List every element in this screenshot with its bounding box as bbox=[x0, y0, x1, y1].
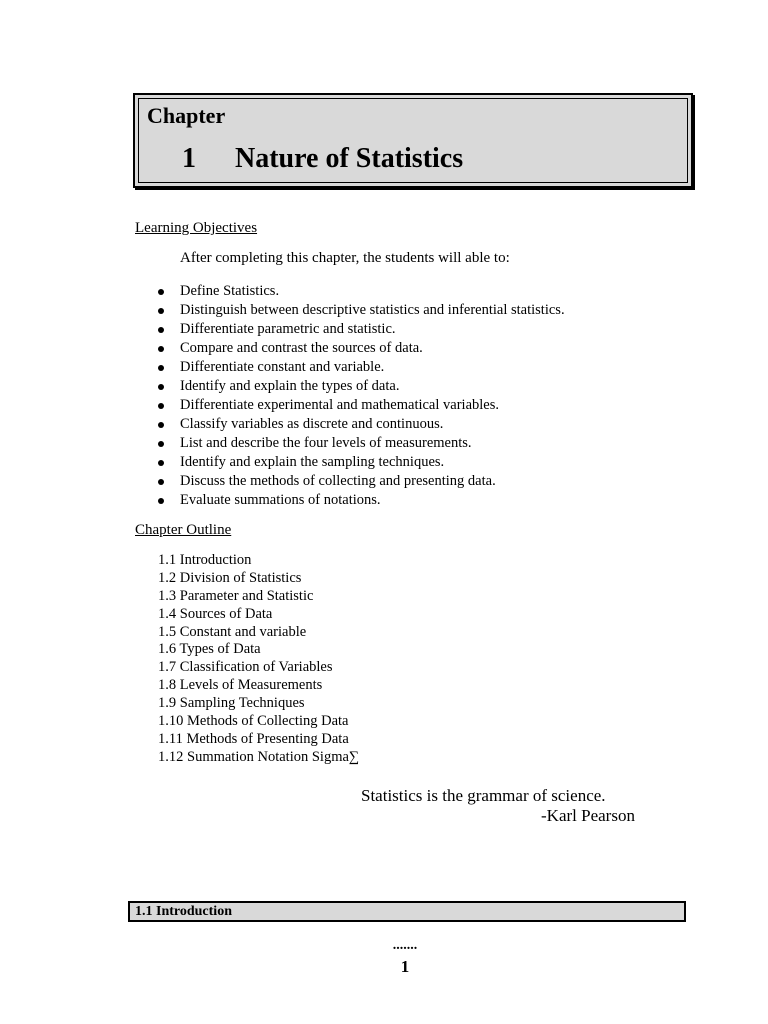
bullet-icon bbox=[158, 498, 164, 504]
bullet-icon bbox=[158, 460, 164, 466]
objective-text: Discuss the methods of collecting and presenting data. bbox=[180, 473, 496, 489]
objective-text: Differentiate parametric and statistic. bbox=[180, 321, 396, 337]
objective-item bbox=[156, 320, 565, 339]
chapter-header-inner-border bbox=[138, 98, 688, 183]
outline-item: 1.8 Levels of Measurements bbox=[158, 677, 323, 694]
objective-text: Identify and explain the sampling techniques. bbox=[180, 454, 445, 470]
bullet-icon bbox=[158, 346, 164, 352]
bullet-icon bbox=[158, 422, 164, 428]
bullet-icon bbox=[158, 384, 164, 390]
objective-item bbox=[156, 301, 565, 320]
objective-item bbox=[156, 282, 565, 301]
outline-item: 1.12 Summation Notation Sigma∑ bbox=[158, 748, 360, 765]
objective-text: Define Statistics. bbox=[180, 283, 280, 299]
learning-objectives-intro: After completing this chapter, the students will able to: bbox=[180, 250, 510, 266]
bullet-icon bbox=[158, 479, 164, 485]
objective-item bbox=[156, 472, 565, 491]
outline-item: 1.7 Classification of Variables bbox=[158, 659, 333, 676]
objective-item bbox=[156, 491, 565, 510]
chapter-label: Chapter bbox=[147, 103, 226, 128]
page-number: 1 bbox=[400, 957, 410, 976]
bullet-icon bbox=[158, 365, 164, 371]
chapter-header-box bbox=[133, 93, 693, 188]
section-heading-label: 1.1 Introduction bbox=[135, 904, 232, 919]
chapter-number: 1 bbox=[182, 143, 196, 174]
objective-text: Differentiate constant and variable. bbox=[180, 359, 385, 375]
objective-item bbox=[156, 434, 565, 453]
outline-item: 1.5 Constant and variable bbox=[158, 623, 307, 640]
objective-item bbox=[156, 377, 565, 396]
objective-text: Compare and contrast the sources of data. bbox=[180, 340, 423, 356]
quote-author: -Karl Pearson bbox=[541, 806, 635, 825]
outline-item: 1.3 Parameter and Statistic bbox=[158, 587, 314, 604]
bullet-icon bbox=[158, 441, 164, 447]
objective-item bbox=[156, 415, 565, 434]
objective-item bbox=[156, 453, 565, 472]
bullet-icon bbox=[158, 308, 164, 314]
learning-objectives-heading: Learning Objectives bbox=[135, 220, 258, 236]
outline-item: 1.4 Sources of Data bbox=[158, 605, 273, 622]
outline-item: 1.6 Types of Data bbox=[158, 641, 261, 658]
footer-dots: ....... bbox=[392, 938, 418, 953]
outline-item: 1.10 Methods of Collecting Data bbox=[158, 713, 349, 730]
chapter-outline-list bbox=[158, 552, 359, 767]
bullet-icon bbox=[158, 403, 164, 409]
objective-text: Identify and explain the types of data. bbox=[180, 378, 400, 394]
section-heading-bar bbox=[128, 901, 686, 922]
quote-text: Statistics is the grammar of science. bbox=[361, 786, 606, 805]
chapter-title: Nature of Statistics bbox=[235, 143, 464, 174]
objective-item bbox=[156, 358, 565, 377]
objective-item bbox=[156, 396, 565, 415]
bullet-icon bbox=[158, 327, 164, 333]
objective-item bbox=[156, 339, 565, 358]
learning-objectives-list bbox=[156, 282, 565, 510]
outline-item: 1.1 Introduction bbox=[158, 552, 252, 568]
outline-item: 1.11 Methods of Presenting Data bbox=[158, 730, 349, 747]
objective-text: Differentiate experimental and mathematical variables. bbox=[180, 397, 499, 413]
objective-text: Distinguish between descriptive statistics and inferential statistics. bbox=[180, 302, 565, 318]
bullet-icon bbox=[158, 289, 164, 295]
outline-item: 1.2 Division of Statistics bbox=[158, 569, 302, 586]
chapter-outline-heading: Chapter Outline bbox=[135, 522, 232, 538]
objective-text: Evaluate summations of notations. bbox=[180, 492, 381, 508]
objective-text: List and describe the four levels of measurements. bbox=[180, 435, 472, 451]
objective-text: Classify variables as discrete and continuous. bbox=[180, 416, 444, 432]
outline-item: 1.9 Sampling Techniques bbox=[158, 695, 305, 712]
